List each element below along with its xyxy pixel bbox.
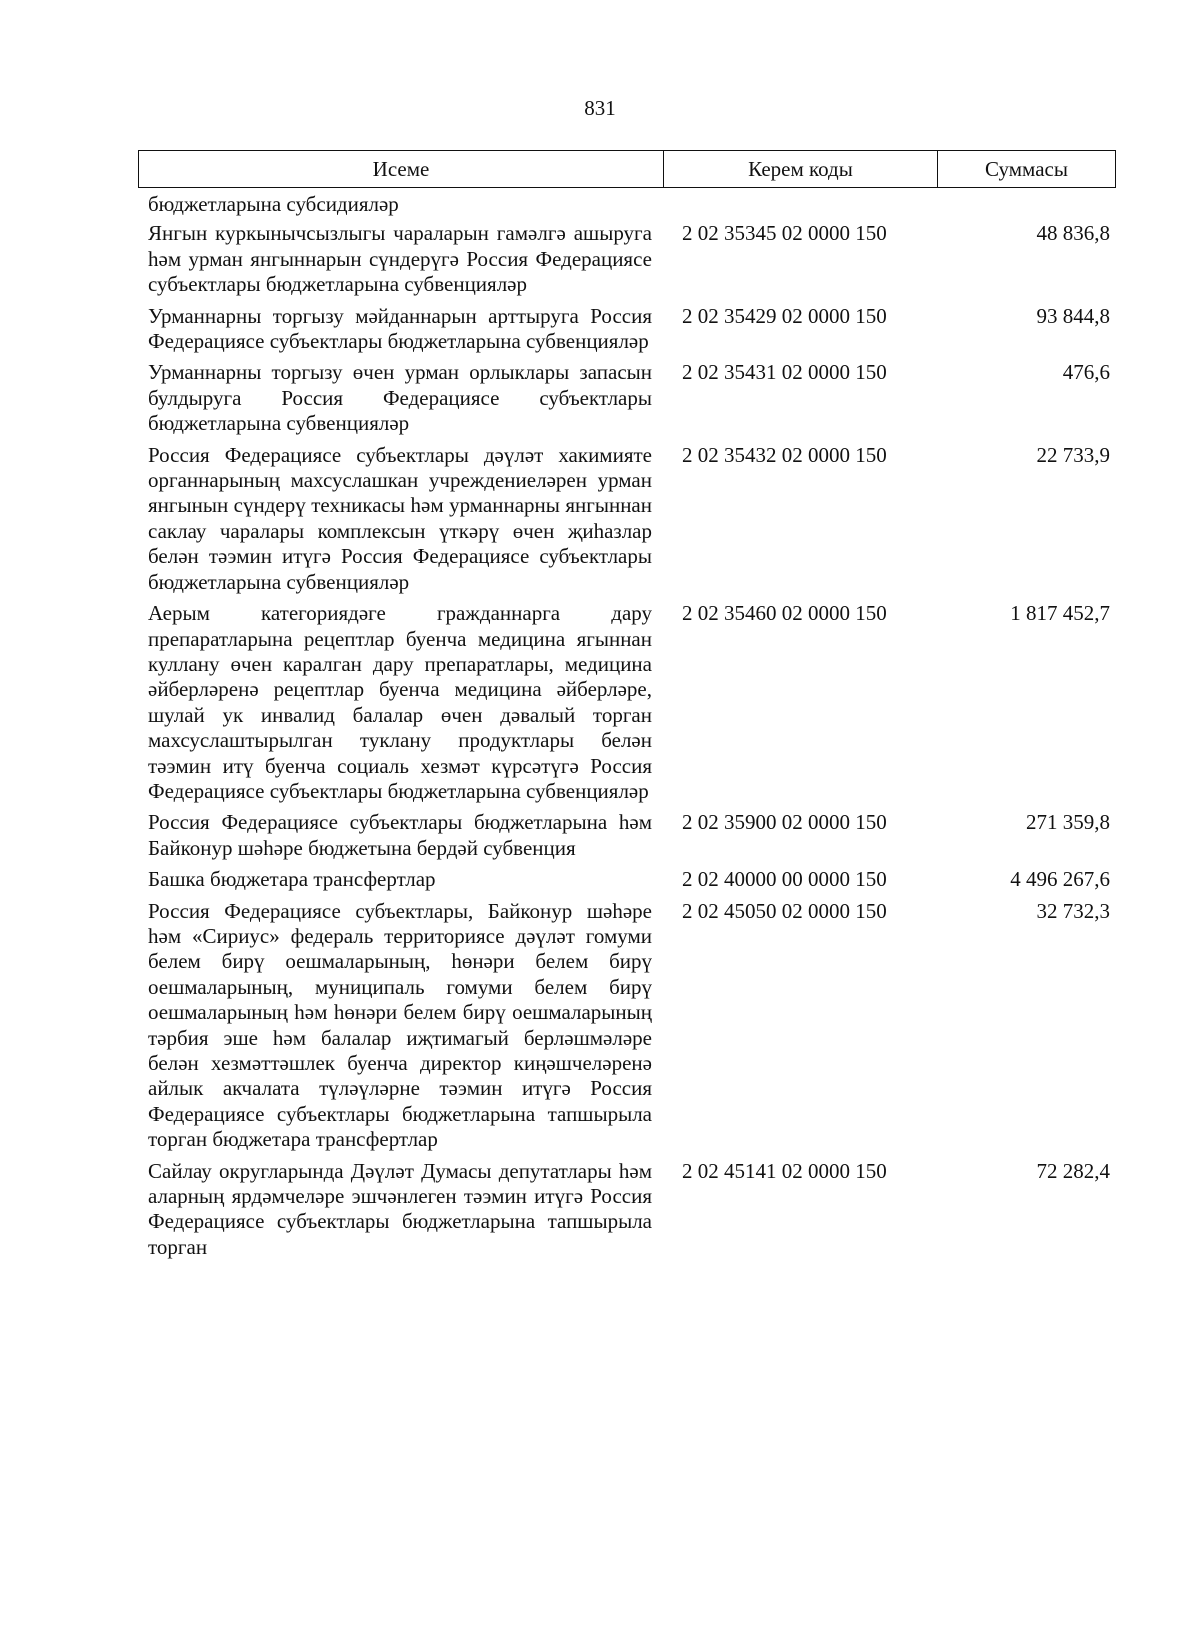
row-name: Россия Федерациясе субъектлары бюджетларына һәм Байконур шәһәре бюджетына бердәй субвенция	[148, 810, 652, 860]
table-row	[148, 360, 1110, 436]
row-name: Урманнарны торгызу мәйданнарын арттыруга Россия Федерациясе субъектлары бюджетларына субвенцияләр	[148, 303, 652, 354]
table-row	[148, 810, 1110, 861]
row-code: 2 02 35432 02 0000 150	[682, 442, 887, 467]
table-body	[148, 192, 1110, 1266]
row-code: 2 02 35460 02 0000 150	[682, 601, 887, 626]
table-row	[148, 601, 1110, 804]
row-sum: 22 733,9	[1036, 442, 1110, 467]
column-header-name: Исеме	[139, 151, 664, 187]
row-code: 2 02 45141 02 0000 150	[682, 1158, 887, 1183]
table-row	[148, 867, 1110, 892]
row-name: Янгын куркынычсызлыгы чараларын гамәлгә ашыруга һәм урман янгыннарын сүндерүгә Россия Федерациясе субъектлары бюджетларына субвенцияләр	[148, 221, 652, 297]
row-code: 2 02 35431 02 0000 150	[682, 360, 887, 385]
row-sum: 48 836,8	[1036, 221, 1110, 246]
row-code: 2 02 35900 02 0000 150	[682, 810, 887, 835]
table-row	[148, 221, 1110, 297]
row-name: Россия Федерациясе субъектлары, Байконур шәһәре һәм «Сириус» федераль территориясе дәүләт гомуми белем бирү оешмаларының, һөнәри белем бирү оешмаларының, муниципаль гомуми белем бирү оешмаларының һәм һөнәри белем бирү оешмаларының тәрбия эше һәм балалар иҗтимагый берләшмәләре белән хезмәттәшлек буенча директор киңәшчеләренә айлык акчалата түләүләрне тәэмин итүгә Россия Федерациясе субъектлары бюджетларына тапшырыла торган бюджетара трансфертлар	[148, 898, 652, 1152]
row-sum: 271 359,8	[1026, 810, 1110, 835]
row-code: 2 02 45050 02 0000 150	[682, 898, 887, 923]
row-sum: 4 496 267,6	[1010, 867, 1110, 892]
row-sum: 93 844,8	[1036, 303, 1110, 328]
row-code	[652, 192, 944, 217]
row-name: Аерым категориядәге гражданнарга дару препаратларына рецептлар буенча медицина ягыннан куллану өчен каралган дару препаратлары, медицина әйберләренә рецептлар буенча медицина әйберләре, шулай ук инвалид балалар өчен дәвалый торган махсуслаштырылган туклану продуктлары белән тәэмин итү буенча социаль хезмәт күрсәтүгә Россия Федерациясе субъектлары бюджетларына субвенцияләр	[148, 601, 652, 803]
row-sum: 32 732,3	[1036, 898, 1110, 923]
table-row	[148, 1159, 1110, 1261]
row-sum	[944, 192, 1110, 217]
table-row	[148, 443, 1110, 595]
row-code: 2 02 40000 00 0000 150	[682, 867, 887, 892]
row-name: бюджетларына субсидияләр	[148, 192, 399, 216]
table-row	[148, 192, 1110, 217]
row-sum: 1 817 452,7	[1010, 601, 1110, 626]
column-header-code: Керем коды	[664, 151, 938, 187]
table-header	[138, 150, 1116, 188]
row-sum: 476,6	[1062, 360, 1110, 385]
row-code: 2 02 35345 02 0000 150	[682, 221, 887, 246]
row-name: Сайлау округларында Дәүләт Думасы депутатлары һәм аларның ярдәмчеләре эшчәнлеген тәэмин итүгә Россия Федерациясе субъектлары бюджетларына тапшырыла торган	[148, 1158, 652, 1259]
row-name: Россия Федерациясе субъектлары дәүләт хакимияте органнарының махсуслашкан учреждениеләрен урман янгынын сүндерү техникасы һәм урманнарны янгыннан саклау чаралары комплексын үткәрү өчен җиһазлар белән тәэмин итүгә Россия Федерациясе субъектлары бюджетларына субвенцияләр	[148, 442, 652, 594]
row-name: Урманнарны торгызу өчен урман орлыклары запасын булдыруга Россия Федерациясе субъектлары бюджетларына субвенцияләр	[148, 360, 652, 436]
row-sum: 72 282,4	[1036, 1158, 1110, 1183]
row-code: 2 02 35429 02 0000 150	[682, 303, 887, 328]
page-number: 831	[584, 96, 616, 120]
row-name: Башка бюджетара трансфертлар	[148, 867, 436, 892]
table-row	[148, 899, 1110, 1153]
table-row	[148, 304, 1110, 355]
column-header-sum: Суммасы	[985, 156, 1068, 181]
